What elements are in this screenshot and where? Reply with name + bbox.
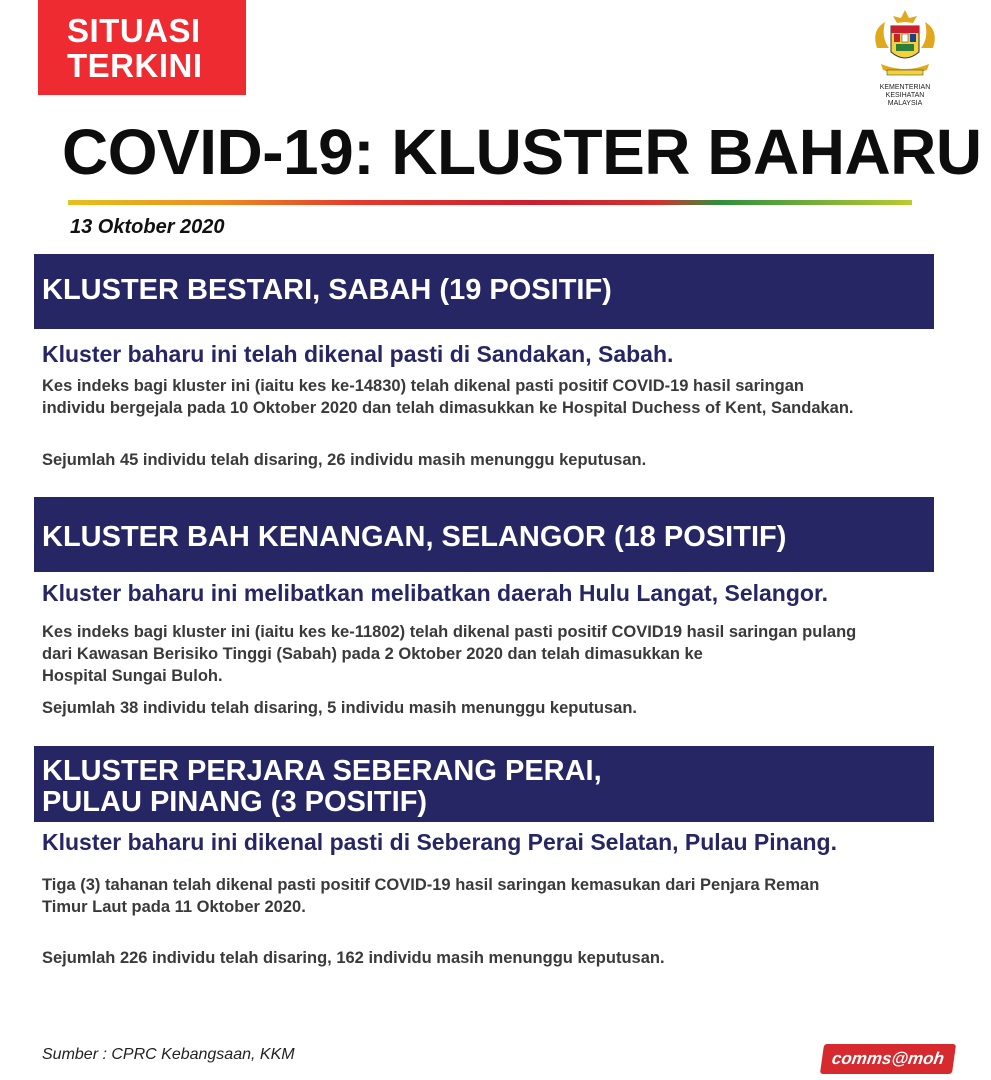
- cluster-2-heading: KLUSTER BAH KENANGAN, SELANGOR (18 POSITIF): [42, 521, 787, 553]
- cluster-1-heading-band: [34, 254, 934, 329]
- comms-moh-label: comms@moh: [830, 1049, 946, 1068]
- kkm-emblem: [860, 8, 950, 108]
- cluster-2-description-line-1: Kes indeks bagi kluster ini (iaitu kes ke-11802) telah dikenal pasti positif COVID19 hasil saringan pulang: [42, 623, 857, 641]
- report-date: 13 Oktober 2020: [70, 216, 225, 238]
- cluster-3-heading-band: [34, 746, 934, 822]
- badge-line-2: TERKINI: [67, 46, 203, 84]
- cluster-1-subheading: Kluster baharu ini telah dikenal pasti di Sandakan, Sabah.: [42, 341, 674, 367]
- cluster-1-screening: Sejumlah 45 individu telah disaring, 26 individu masih menunggu keputusan.: [42, 451, 647, 469]
- cluster-1-description: [42, 375, 952, 419]
- cluster-2-heading-band: [34, 497, 934, 572]
- cluster-3-subheading: Kluster baharu ini dikenal pasti di Seberang Perai Selatan, Pulau Pinang.: [42, 829, 837, 855]
- cluster-3-screening: Sejumlah 226 individu telah disaring, 162 individu masih menunggu keputusan.: [42, 949, 665, 967]
- cluster-3-description-line-1: Tiga (3) tahanan telah dikenal pasti positif COVID-19 hasil saringan kemasukan dari Penjara Reman: [42, 876, 820, 894]
- ministry-name-line-1: KEMENTERIAN KESIHATAN: [879, 84, 931, 99]
- cluster-2-description-line-3: Hospital Sungai Buloh.: [42, 667, 223, 685]
- cluster-3-heading-line-1: KLUSTER PERJARA SEBERANG PERAI,: [42, 755, 602, 787]
- cluster-2-description-line-2: dari Kawasan Berisiko Tinggi (Sabah) pada 2 Oktober 2020 dan telah dimasukkan ke: [42, 645, 703, 663]
- cluster-1-heading: KLUSTER BESTARI, SABAH (19 POSITIF): [42, 274, 612, 306]
- ministry-name-line-2: MALAYSIA: [887, 100, 923, 107]
- cluster-3-heading-line-2: PULAU PINANG (3 POSITIF): [42, 786, 428, 818]
- cluster-1-description-line-2: individu bergejala pada 10 Oktober 2020 dan telah dimasukkan ke Hospital Duchess of Kent, Sandakan.: [42, 399, 854, 417]
- situasi-terkini-badge: [38, 0, 246, 95]
- ministry-name: [860, 84, 950, 108]
- comms-moh-badge: [820, 1044, 956, 1074]
- coat-of-arms-icon: [867, 8, 943, 82]
- color-divider: [68, 200, 912, 205]
- badge-line-1: SITUASI: [67, 11, 201, 49]
- cluster-3-description: [42, 874, 952, 918]
- source-credit: Sumber : CPRC Kebangsaan, KKM: [42, 1046, 295, 1063]
- cluster-1-description-line-1: Kes indeks bagi kluster ini (iaitu kes ke-14830) telah dikenal pasti positif COVID-19 hasil saringan: [42, 377, 805, 395]
- cluster-2-subheading: Kluster baharu ini melibatkan melibatkan daerah Hulu Langat, Selangor.: [42, 580, 829, 606]
- cluster-2-description: [42, 621, 952, 687]
- cluster-3-description-line-2: Timur Laut pada 11 Oktober 2020.: [42, 898, 306, 916]
- cluster-2-screening: Sejumlah 38 individu telah disaring, 5 individu masih menunggu keputusan.: [42, 699, 638, 717]
- page-title: COVID-19: KLUSTER BAHARU: [62, 116, 982, 188]
